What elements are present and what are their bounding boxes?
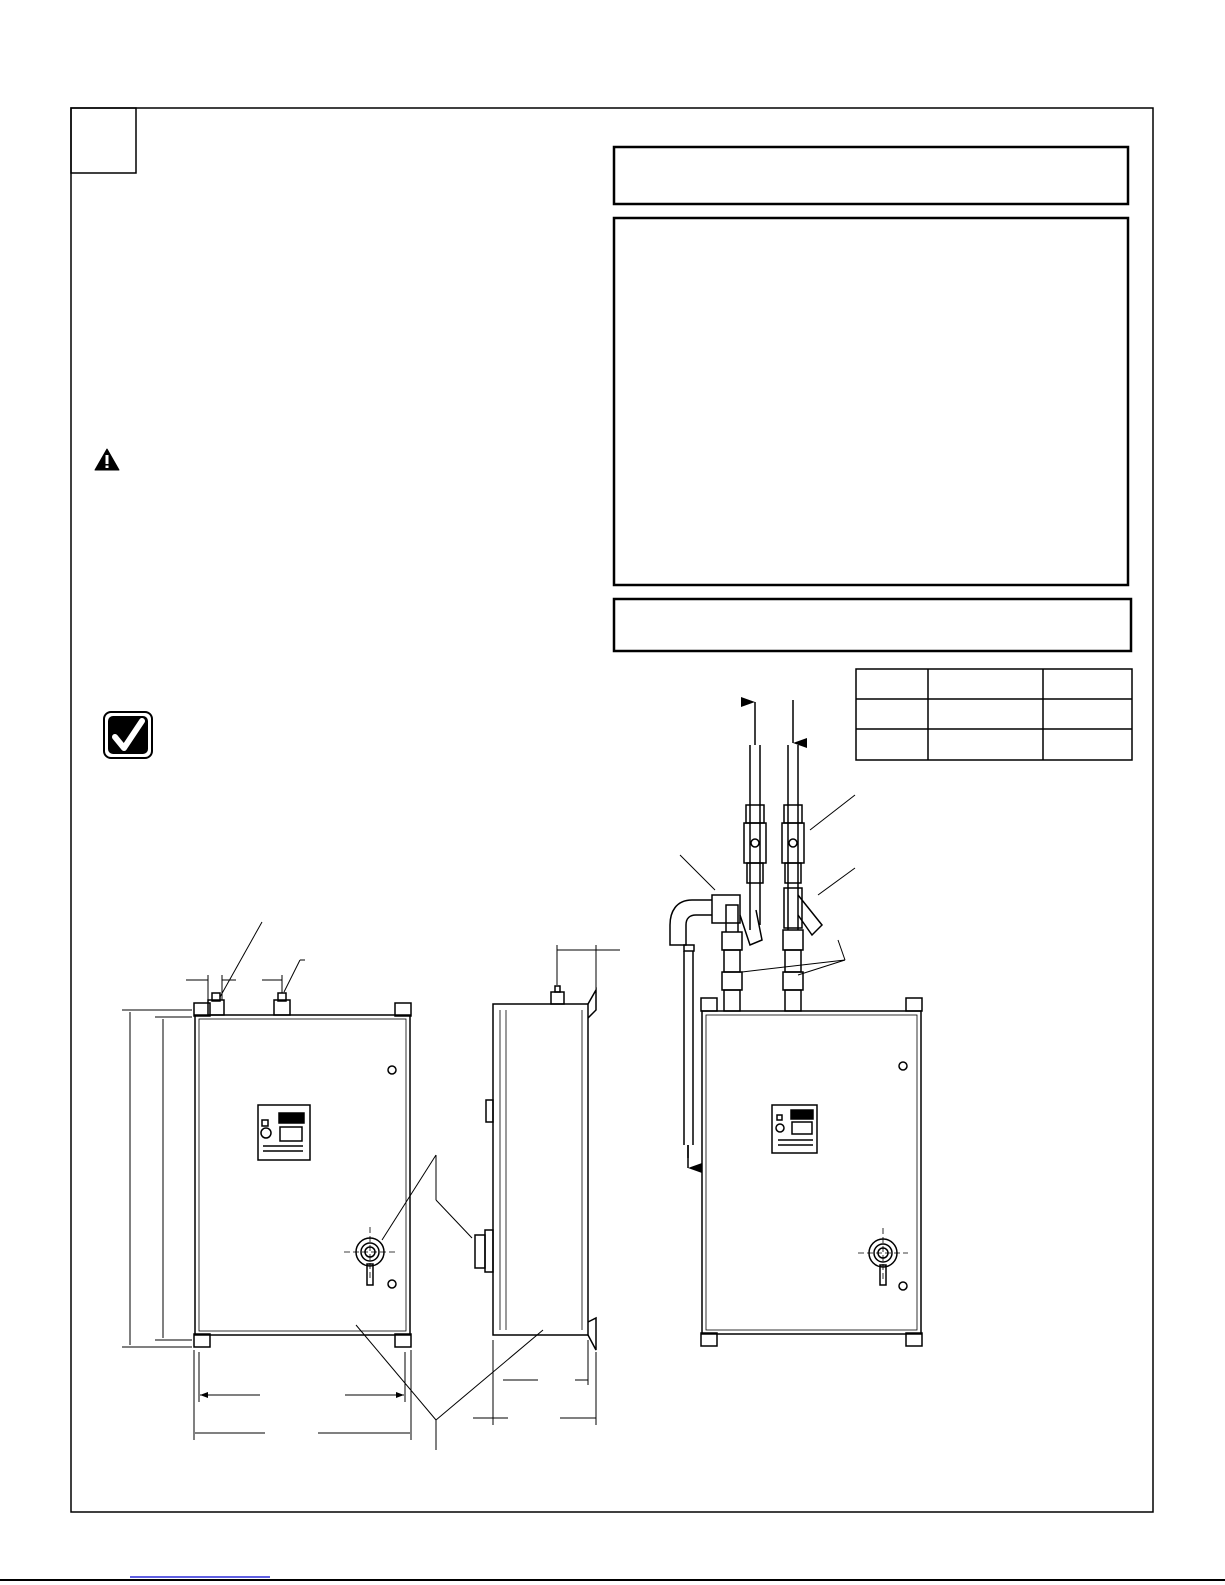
front-view-drawing [194,993,411,1347]
installed-view-drawing [670,745,922,1346]
front-view-dimensions [122,922,543,1450]
side-view-dimensions [473,945,620,1425]
checkmark-icon [104,712,152,758]
warning-triangle-icon [95,449,119,470]
note-box-middle [614,218,1128,585]
note-box-top [614,147,1128,204]
side-view-drawing [475,986,596,1350]
note-box-bottom [614,599,1131,651]
installed-view-callouts [680,795,855,975]
page-frame [71,108,1153,1512]
pipe-table [856,669,1132,760]
flow-arrows [688,700,793,1168]
step-number-box [71,108,136,173]
